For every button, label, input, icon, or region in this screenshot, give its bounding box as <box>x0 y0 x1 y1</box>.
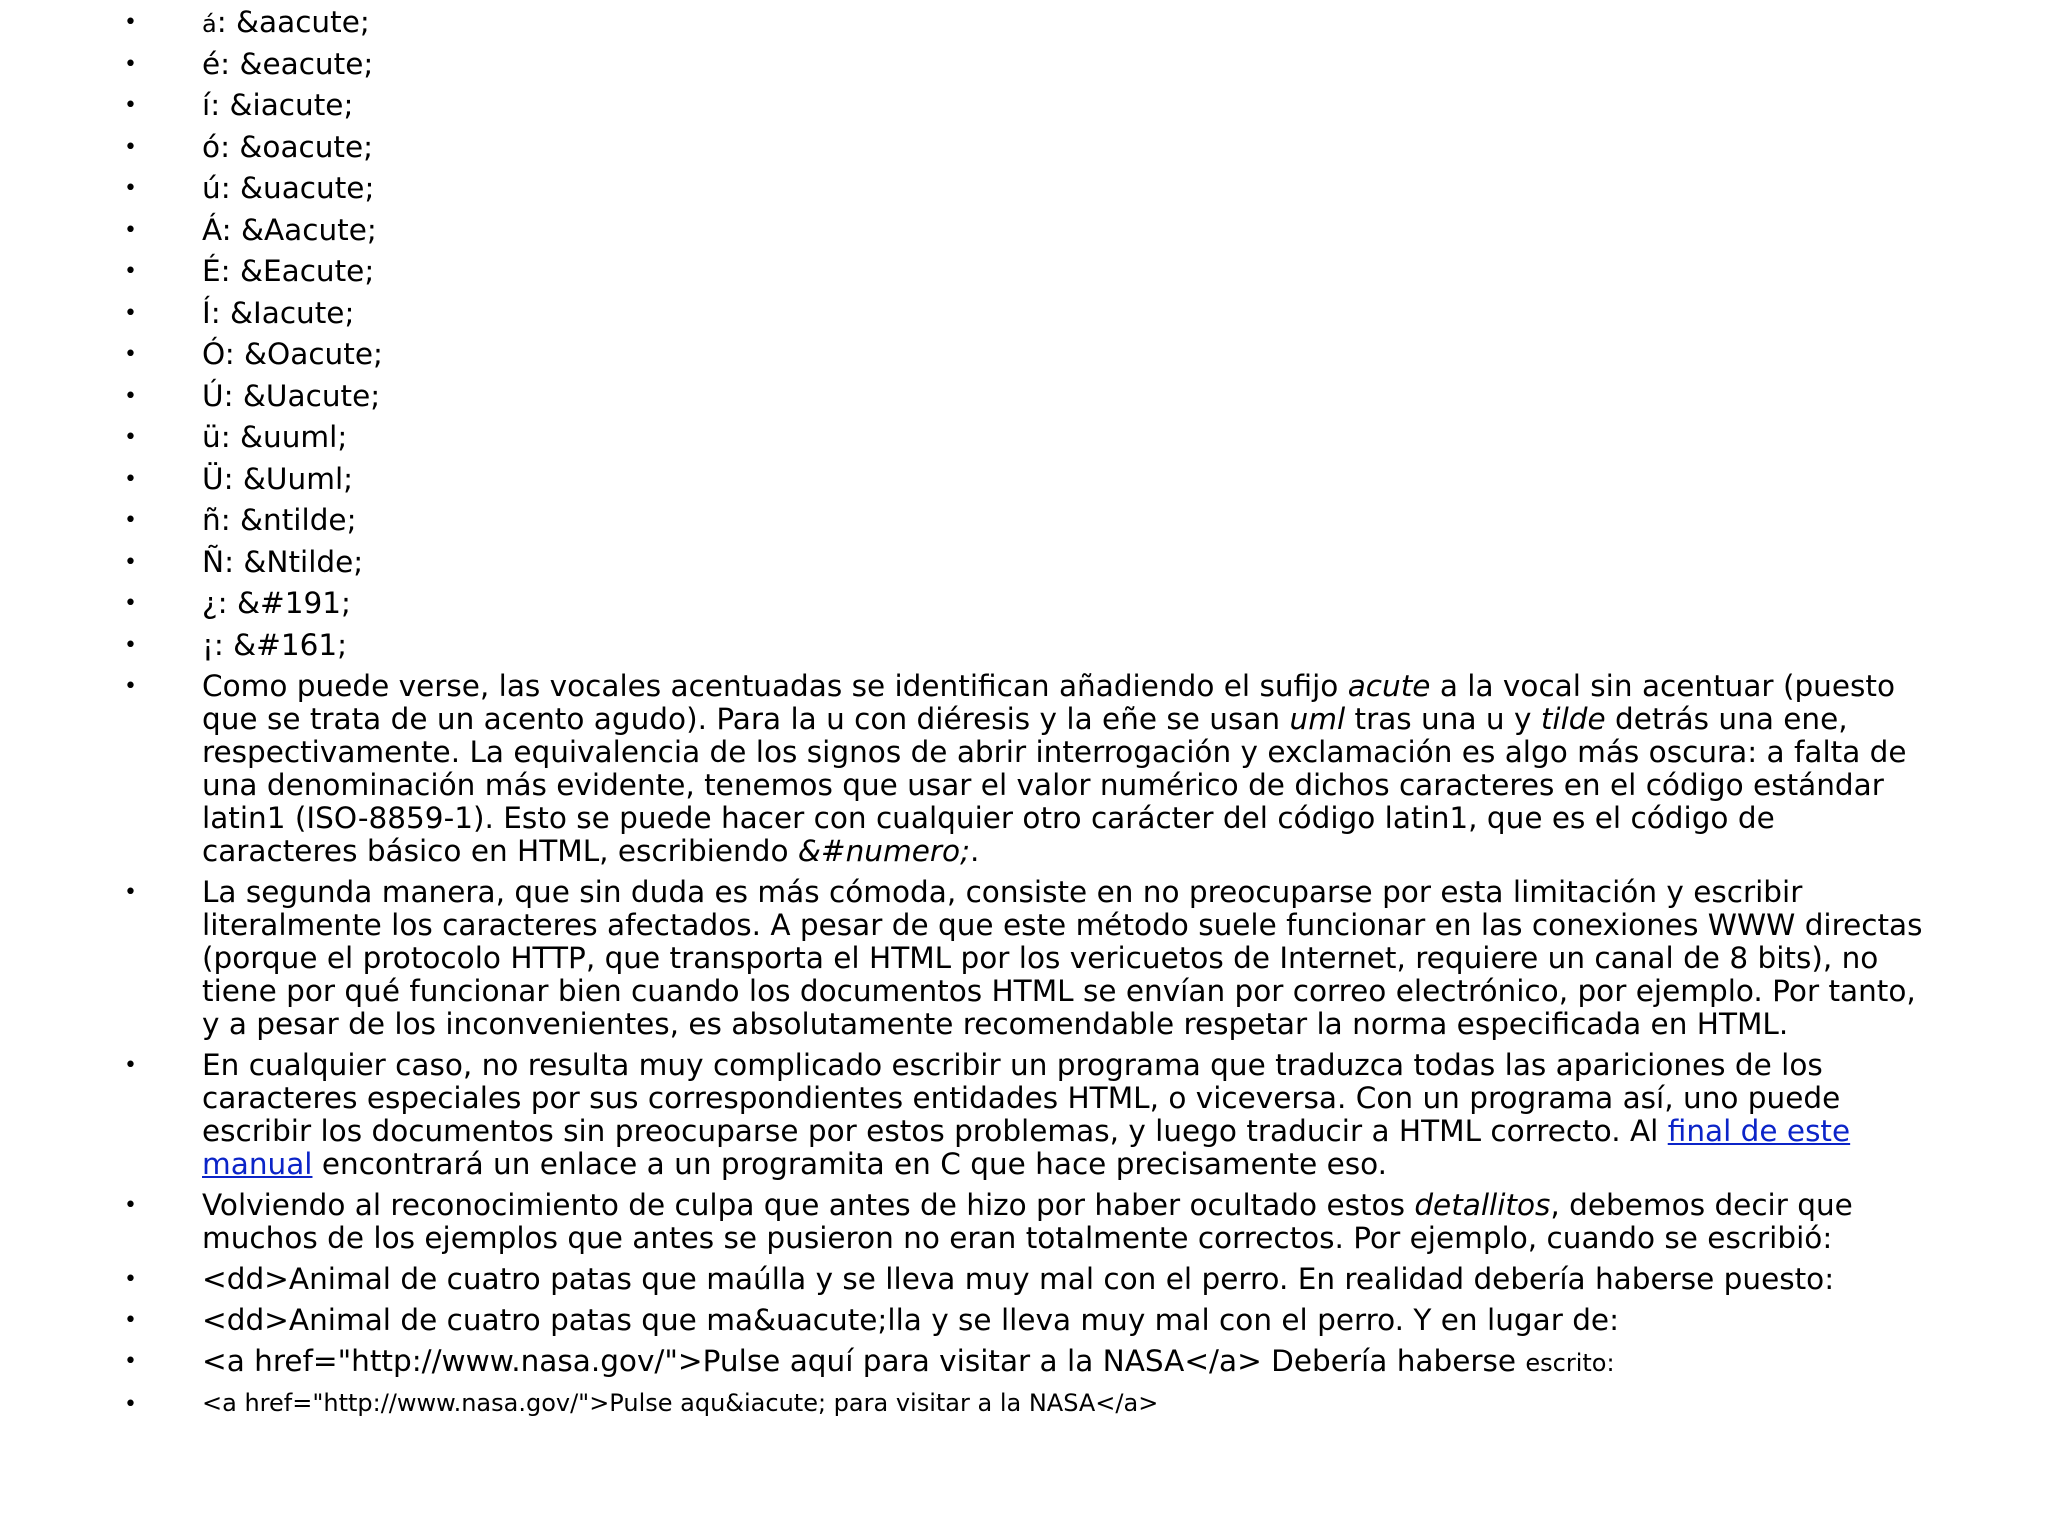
entity-code: &uuml; <box>240 420 348 454</box>
bullet-icon: • <box>124 508 137 533</box>
bullet-icon: • <box>124 1308 137 1333</box>
text-run-small: escrito: <box>1525 1349 1615 1377</box>
entity-char: ú <box>202 171 221 205</box>
italic-term-acute: acute <box>1347 669 1431 703</box>
paragraph-dd-example <box>0 1263 2048 1296</box>
italic-term-uml: uml <box>1289 702 1346 736</box>
entity-char: ñ <box>202 503 221 537</box>
list-item <box>0 629 2048 671</box>
bullet-icon: • <box>124 176 137 201</box>
bullet-icon: • <box>124 217 137 243</box>
bullet-icon: • <box>124 880 137 905</box>
text-run: encontrará un enlace a un programita en C que hace precisamente eso. <box>312 1147 1388 1181</box>
list-item <box>0 255 2048 297</box>
entity-code: &Eacute; <box>239 254 375 288</box>
entity-char: ¿ <box>202 586 218 620</box>
text-run: . <box>970 834 980 868</box>
entity-code: &eacute; <box>239 46 374 81</box>
entity-code: &#191; <box>237 586 351 620</box>
entity-separator: : <box>221 212 241 247</box>
text-run: En cualquier caso, no resulta muy complicado escribir un programa que traduzca todas las apariciones de los caracteres especiales por sus correspondientes entidades HTML, o viceversa. Con un programa así, uno puede escribir los documentos sin preocuparse por estos problemas, y luego traducir a HTML correcto. Al <box>202 1048 1841 1148</box>
entity-char: Ó <box>202 337 225 371</box>
bullet-icon: • <box>124 632 137 658</box>
entity-separator: : <box>210 295 231 330</box>
list-item <box>0 48 2048 90</box>
entity-char: ó <box>202 129 221 164</box>
entity-char: é <box>202 46 221 81</box>
entity-code: &iacute; <box>229 88 354 122</box>
entity-code: &uacute; <box>240 171 375 205</box>
list-item <box>0 172 2048 214</box>
entity-code: &oacute; <box>239 129 374 164</box>
text-run: tras una u y <box>1345 702 1541 736</box>
entity-separator: : <box>223 461 243 496</box>
entity-code: &Ntilde; <box>243 544 364 579</box>
list-item <box>0 504 2048 546</box>
paragraph-dd-corrected <box>0 1304 2048 1337</box>
list-item <box>0 421 2048 463</box>
list-item <box>0 463 2048 505</box>
bullet-icon: • <box>124 1349 137 1374</box>
entity-char: Á <box>202 212 222 247</box>
paragraph-program-translation <box>0 1049 2048 1181</box>
list-item <box>0 89 2048 131</box>
list-item <box>0 338 2048 380</box>
entity-code: &Uacute; <box>242 378 381 413</box>
entity-code: &#161; <box>233 627 348 662</box>
text-run: <a href="http://www.nasa.gov/">Pulse aqu&iacute; para visitar a la NASA</a> <box>202 1389 1159 1417</box>
entity-separator: : <box>220 420 241 454</box>
text-run: La segunda manera, que sin duda es más cómoda, consiste en no preocuparse por esta limitación y escribir literalmente los caracteres afectados. A pesar de que este método suele funcionar en las conexiones WWW directas (porque el protocolo HTTP, que transporta el HTML por los vericuetos de Internet, requiere un canal de 8 bits), no tiene por qué funcionar bien cuando los documentos HTML se envían por correo electrónico, por ejemplo. Por tanto, y a pesar de los inconvenientes, es absolutamente recomendable respetar la norma especificada en HTML. <box>202 875 1923 1041</box>
entity-separator: : <box>220 129 240 164</box>
text-run: Volviendo al reconocimiento de culpa que antes de hizo por haber ocultado estos <box>202 1188 1415 1222</box>
paragraph-anchor-corrected <box>0 1388 2048 1418</box>
text-run: Como puede verse, las vocales acentuadas se identifican añadiendo el sufijo <box>202 669 1348 703</box>
entity-char: ¡ <box>202 627 214 662</box>
list-item <box>0 131 2048 173</box>
entity-char: Í <box>202 295 211 330</box>
entity-code: &aacute; <box>236 5 370 39</box>
italic-term-detallitos: detallitos <box>1414 1188 1551 1222</box>
entity-separator: : <box>216 5 237 39</box>
bullet-list <box>0 6 2048 1418</box>
list-item <box>0 587 2048 629</box>
entity-separator: : <box>220 171 241 205</box>
list-item <box>0 214 2048 256</box>
entity-code: &Iacute; <box>230 295 355 330</box>
entity-separator: : <box>220 503 241 537</box>
text-run: , debemos decir que muchos de los ejemplos que antes se pusieron no eran totalmente correctos. Por ejemplo, cuando se escribió: <box>202 1188 1853 1255</box>
entity-char: í <box>202 88 211 122</box>
bullet-icon: • <box>124 93 137 118</box>
entity-char: Ü <box>202 461 224 496</box>
bullet-icon: • <box>124 674 137 699</box>
italic-term-numero: &#numero; <box>797 834 971 868</box>
entity-separator: : <box>213 627 234 662</box>
italic-term-tilde: tilde <box>1540 702 1606 736</box>
entity-code: &Aacute; <box>241 212 377 247</box>
text-run: <dd>Animal de cuatro patas que maúlla y se lleva muy mal con el perro. En realidad debería haberse puesto: <box>202 1262 1835 1296</box>
bullet-icon: • <box>124 1193 137 1218</box>
bullet-icon: • <box>124 549 137 575</box>
entity-separator: : <box>223 378 243 413</box>
paragraph-second-method <box>0 876 2048 1041</box>
text-run: detrás una ene, respectivamente. La equivalencia de los signos de abrir interrogación y exclamación es algo más oscura: a falta de una denominación más evidente, tenemos que usar el valor numérico de dichos caracteres en el código estándar latin1 (ISO-8859-1). Esto se puede hacer con cualquier otro carácter del código latin1, que es el código de caracteres básico en HTML, escribiendo <box>202 702 1907 868</box>
bullet-icon: • <box>124 10 137 35</box>
bullet-icon: • <box>124 300 137 326</box>
list-item <box>0 6 2048 48</box>
bullet-icon: • <box>124 259 137 284</box>
bullet-icon: • <box>124 591 137 616</box>
entity-separator: : <box>220 46 240 81</box>
paragraph-anchor-example <box>0 1345 2048 1380</box>
paragraph-detallitos <box>0 1189 2048 1255</box>
entity-char: ü <box>202 420 221 454</box>
text-run: <dd>Animal de cuatro patas que ma&uacute;lla y se lleva muy mal con el perro. Y en lugar de: <box>202 1303 1620 1337</box>
entity-char: É <box>202 254 221 288</box>
list-item <box>0 380 2048 422</box>
entity-char: Ú <box>202 378 224 413</box>
paragraph-acute-explanation <box>0 670 2048 868</box>
entity-code: &ntilde; <box>240 503 357 537</box>
bullet-icon: • <box>124 1053 137 1078</box>
text-run: <a href="http://www.nasa.gov/">Pulse aquí para visitar a la NASA</a> Debería haberse <box>202 1344 1526 1378</box>
bullet-icon: • <box>124 134 137 160</box>
entity-separator: : <box>224 337 245 371</box>
entity-separator: : <box>224 544 244 579</box>
manual-end-link[interactable]: final de este manual <box>202 1114 1851 1181</box>
entity-code: &Uuml; <box>242 461 354 496</box>
list-item <box>0 546 2048 588</box>
text-run: a la vocal sin acentuar (puesto que se trata de un acento agudo). Para la u con diéresis y la eñe se usan <box>202 669 1896 736</box>
list-item <box>0 297 2048 339</box>
entity-char: Ñ <box>202 544 225 579</box>
bullet-icon: • <box>124 383 137 409</box>
bullet-icon: • <box>124 51 137 77</box>
entity-separator: : <box>210 88 230 122</box>
bullet-icon: • <box>124 1392 137 1417</box>
entity-separator: : <box>217 586 237 620</box>
entity-separator: : <box>220 254 240 288</box>
bullet-icon: • <box>124 1267 137 1292</box>
bullet-icon: • <box>124 466 137 492</box>
entity-code: &Oacute; <box>244 337 383 371</box>
entity-char: á <box>202 10 217 38</box>
bullet-icon: • <box>124 342 137 367</box>
bullet-icon: • <box>124 425 137 450</box>
